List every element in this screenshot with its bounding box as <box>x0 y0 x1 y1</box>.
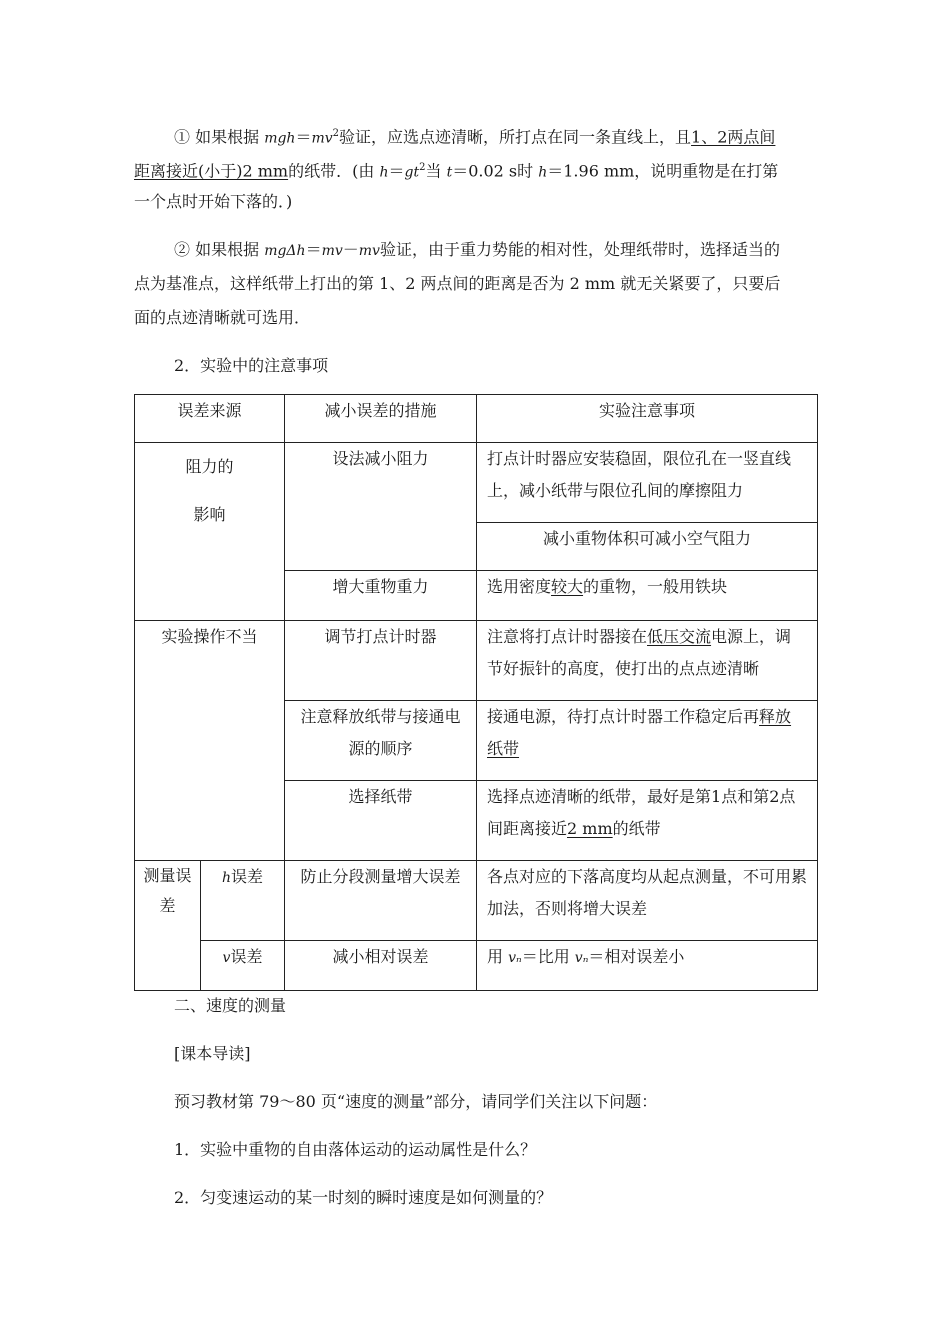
para2-line1 <box>174 240 780 261</box>
cell-text: 误差 <box>230 947 263 966</box>
text: 验证，应选点迹清晰，所打点在同一条直线上，且 <box>339 127 692 147</box>
note-cell: 打点计时器应安装稳固，限位孔在一竖直线上，减小纸带与限位孔间的摩擦阻力 <box>477 443 818 523</box>
underlined-text: 低压交流 <box>647 627 712 646</box>
para1-line1 <box>174 124 775 148</box>
header-cell: 误差来源 <box>135 395 285 443</box>
formula-var: h <box>221 870 232 886</box>
note-cell: 各点对应的下落高度均从起点测量，不可用累加法，否则将增大误差 <box>477 861 818 941</box>
text: ＝0.02 s时 <box>452 161 539 181</box>
sub-source-cell <box>201 861 285 941</box>
measure-cell: 减小相对误差 <box>285 941 477 991</box>
text: ＝1.96 mm，说明重物是在打第 <box>547 161 779 181</box>
section-b-heading: 二、速度的测量 <box>174 996 287 1015</box>
cell-text: ＝比用 <box>521 947 575 966</box>
measure-cell: 选择纸带 <box>285 781 477 861</box>
formula-var: t <box>446 164 453 181</box>
formula-var: v <box>222 950 231 966</box>
text: ＝ <box>295 127 312 147</box>
superscript: 2 <box>332 128 340 139</box>
text: ② 如果根据 <box>174 240 265 259</box>
table-row <box>135 621 818 701</box>
cell-text: 选用密度 <box>487 577 552 596</box>
cell-text: 选择点迹清晰的纸带，最好是第1点和第2点间距离接近 <box>487 787 796 838</box>
guide-label: [课本导读] <box>174 1044 251 1063</box>
measure-cell: 增大重物重力 <box>285 571 477 621</box>
formula-var: h <box>379 164 389 181</box>
formula-var: vₙ <box>508 950 522 966</box>
source-cell <box>135 443 285 621</box>
measure-cell: 调节打点计时器 <box>285 621 477 701</box>
text: － <box>342 240 359 259</box>
source-cell: 实验操作不当 <box>135 621 285 861</box>
text: ① 如果根据 <box>174 127 265 147</box>
cell-text: 注意将打点计时器接在 <box>487 627 648 646</box>
text: ＝ <box>305 240 322 259</box>
underlined-text: 较大 <box>551 577 584 596</box>
para2-line2: 点为基准点，这样纸带上打出的第 1、2 两点间的距离是否为 2 mm 就无关紧要了，只要后 <box>134 274 781 293</box>
measure-cell: 防止分段测量增大误差 <box>285 861 477 941</box>
formula-var: h <box>538 164 548 181</box>
header-cell: 减小误差的措施 <box>285 395 477 443</box>
table-header-row <box>135 395 818 443</box>
cell-text: ＝相对误差小 <box>588 947 685 966</box>
note-cell <box>477 941 818 991</box>
source-cell <box>135 861 201 991</box>
guide-text: 预习教材第 79～80 页“速度的测量”部分，请同学们关注以下问题： <box>174 1092 658 1111</box>
question-2: 2．匀变速运动的某一时刻的瞬时速度是如何测量的？ <box>174 1188 553 1207</box>
cell-text: 的纸带 <box>612 819 661 838</box>
underlined-text: 距离接近(小于)2 mm <box>134 161 289 181</box>
note-cell <box>477 781 818 861</box>
precautions-table <box>134 394 818 991</box>
formula-var: mv <box>311 130 333 147</box>
cell-text: 阻力的 <box>185 457 234 476</box>
cell-text: 测量误差 <box>143 866 192 915</box>
text: 验证，由于重力势能的相对性，处理纸带时，选择适当的 <box>379 240 780 259</box>
formula-var: mv <box>321 243 343 259</box>
para1-line3: 一个点时开始下落的．) <box>134 192 293 211</box>
para1-line2 <box>134 158 778 182</box>
question-1: 1．实验中重物的自由落体运动的运动属性是什么？ <box>174 1140 537 1159</box>
underlined-text: 释放纸带 <box>487 707 792 758</box>
cell-text: 误差 <box>231 867 264 886</box>
formula-var: vₙ <box>574 950 589 966</box>
formula-var: mv <box>358 243 380 259</box>
header-cell: 实验注意事项 <box>477 395 818 443</box>
underlined-text: 1、2两点间 <box>691 127 776 147</box>
cell-text: 电源上，调节好振针的高度，使打出的点点迹清晰 <box>487 627 792 678</box>
note-cell <box>477 571 818 621</box>
underlined-text: 2 mm <box>567 819 613 838</box>
table-row <box>135 861 818 941</box>
text: 当 <box>425 161 447 181</box>
measure-cell: 设法减小阻力 <box>285 443 477 571</box>
table-row <box>135 443 818 523</box>
measure-cell: 注意释放纸带与接通电源的顺序 <box>285 701 477 781</box>
cell-text: 影响 <box>193 505 226 524</box>
note-cell: 减小重物体积可减小空气阻力 <box>477 523 818 571</box>
note-cell <box>477 701 818 781</box>
text: ＝ <box>388 161 405 181</box>
table-row <box>135 941 818 991</box>
cell-text: 接通电源，待打点计时器工作稳定后再 <box>487 707 760 726</box>
section-heading: 2．实验中的注意事项 <box>174 356 329 375</box>
text: 的纸带．(由 <box>288 161 380 181</box>
para2-line3: 面的点迹清晰就可选用． <box>134 308 311 327</box>
superscript: 2 <box>419 162 426 173</box>
sub-source-cell <box>201 941 285 991</box>
cell-text: 用 <box>487 947 509 966</box>
formula-var: mgΔh <box>264 243 306 259</box>
cell-text: 的重物，一般用铁块 <box>583 577 728 596</box>
formula-var: gt <box>404 164 420 181</box>
note-cell <box>477 621 818 701</box>
formula-var: mgh <box>264 130 296 147</box>
